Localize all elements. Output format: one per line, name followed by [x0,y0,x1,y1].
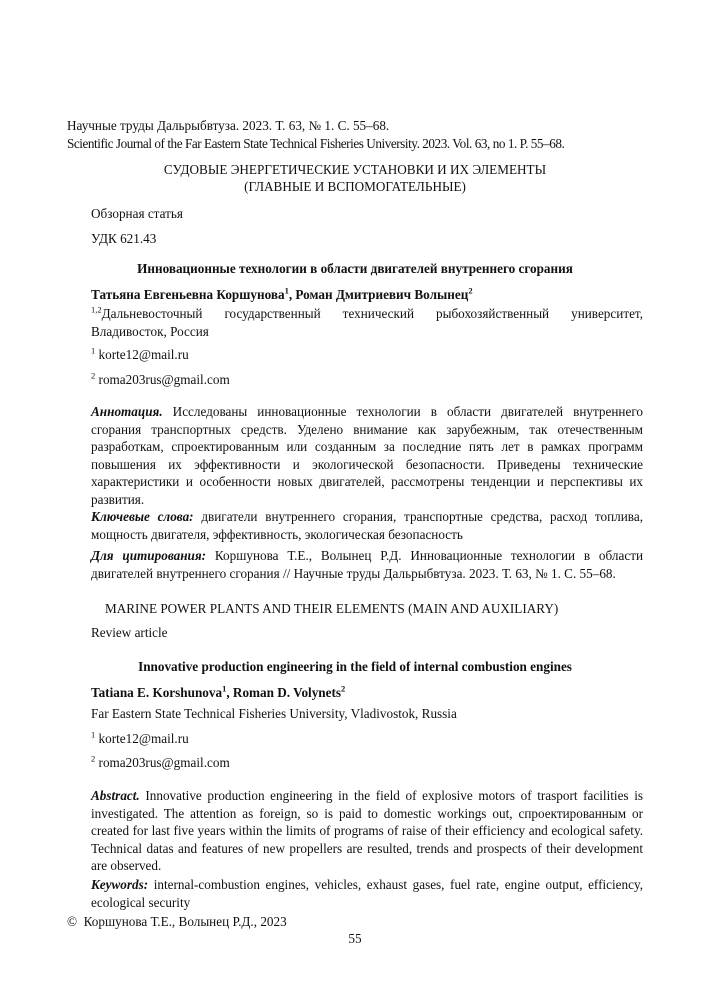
section-heading-ru-line1: СУДОВЫЕ ЭНЕРГЕТИЧЕСКИЕ УСТАНОВКИ И ИХ ЭЛЕМЕНТЫ [163,162,547,177]
affiliation-en: Far Eastern State Technical Fisheries University, Vladivostok, Russia [91,706,457,721]
article-title-ru: Инновационные технологии в области двигателей внутреннего сгорания [137,261,573,276]
abstract-en [91,787,643,875]
udk: УДК 621.43 [91,231,157,246]
affiliation-text: Дальневосточный государственный технический рыбохозяйственный университет, Владивосток, Россия [91,306,643,339]
abstract-text-ru: Исследованы инновационные технологии в области двигателей внутреннего сгорания транспортных средств. Уделено внимание как зарубежным, так отечественным разработкам, спроектированным или созданным за последние пять лет в рамках программ повышения их эффективности и экологической безопасности. Приведены технические характеристики и особенности новых двигателей, рассмотрены тенденции и перспективы их развития. [91,404,643,507]
author1-sup: 1 [284,285,289,296]
email2-sup-en: 2 [91,753,96,764]
article-type-en: Review article [91,625,168,640]
keywords-en [91,876,643,911]
citation-text: Коршунова Т.Е., Волынец Р.Д. Инновационные технологии в области двигателей внутреннего сгорания // Научные труды Дальрыбвтуза. 2023. Т. 63, № 1. С. 55–68. [91,548,644,581]
author2-sup: 2 [468,285,473,296]
author2-name: Роман Дмитриевич Волынец [295,287,469,302]
email2-text-en: roma203rus@gmail.com [98,755,230,770]
copyright-icon: © [67,914,78,929]
citation-ru [91,547,643,582]
article-type-ru: Обзорная статья [91,206,183,221]
section-heading-ru-line2: (ГЛАВНЫЕ И ВСПОМОГАТЕЛЬНЫЕ) [244,179,466,194]
keywords-text-ru: двигатели внутреннего сгорания, транспортные средства, расход топлива, мощность двигателя, эффективность, экологическая безопасность [91,509,643,542]
author1-sup-en: 1 [222,683,227,694]
affiliation-ru [91,305,643,340]
keywords-text-en: internal-combustion engines, vehicles, exhaust gases, fuel rate, engine output, efficiency, ecological security [91,877,643,910]
author2-sup-en: 2 [341,683,346,694]
author2-name-en: Roman D. Volynets [232,685,342,700]
page-number: 55 [348,931,362,946]
author1-name: Татьяна Евгеньевна Коршунова [91,287,285,302]
email1-ru [91,347,189,363]
abstract-text-en: Innovative production engineering in the field of explosive motors of trasport facilities is investigated. The attention as foreign, so is paid to domestic workings out, спроектированным or created for last five years within the limits of programs of raise of their efficiency and ecological safety. Technical datas and features of new propellers are resulted, trends and prospects of their development are observed. [91,788,643,874]
email2-en [91,755,230,771]
email1-sup: 1 [91,345,96,356]
authors-ru [91,287,473,303]
journal-ref-en: Scientific Journal of the Far Eastern State Technical Fisheries University. 2023. Vol. 63, no 1. P. 55–68. [67,136,565,151]
email1-text-en: korte12@mail.ru [98,731,189,746]
affiliation-sup: 1,2 [91,304,102,315]
keywords-label-en: Keywords: [91,877,149,892]
email1-sup-en: 1 [91,729,96,740]
citation-label: Для цитирования: [91,548,207,563]
keywords-label-ru: Ключевые слова: [91,509,194,524]
author-separator-en: , [226,685,233,700]
email2-text: roma203rus@gmail.com [98,372,230,387]
email2-ru [91,372,230,388]
section-heading-en: MARINE POWER PLANTS AND THEIR ELEMENTS (MAIN AND AUXILIARY) [105,601,559,616]
email1-text: korte12@mail.ru [98,347,189,362]
email1-en [91,731,189,747]
author1-name-en: Tatiana E. Korshunova [91,685,223,700]
copyright [67,914,287,930]
authors-en [91,685,345,701]
copyright-text: Коршунова Т.Е., Волынец Р.Д., 2023 [83,914,287,929]
keywords-ru [91,508,643,543]
author-separator: , [288,287,296,302]
abstract-label-ru: Аннотация. [91,404,163,419]
abstract-ru [91,403,643,509]
email2-sup: 2 [91,370,96,381]
journal-ref-ru: Научные труды Дальрыбвтуза. 2023. Т. 63, № 1. С. 55–68. [67,118,390,133]
abstract-label-en: Abstract. [91,788,140,803]
article-title-en: Innovative production engineering in the field of internal combustion engines [138,659,572,674]
